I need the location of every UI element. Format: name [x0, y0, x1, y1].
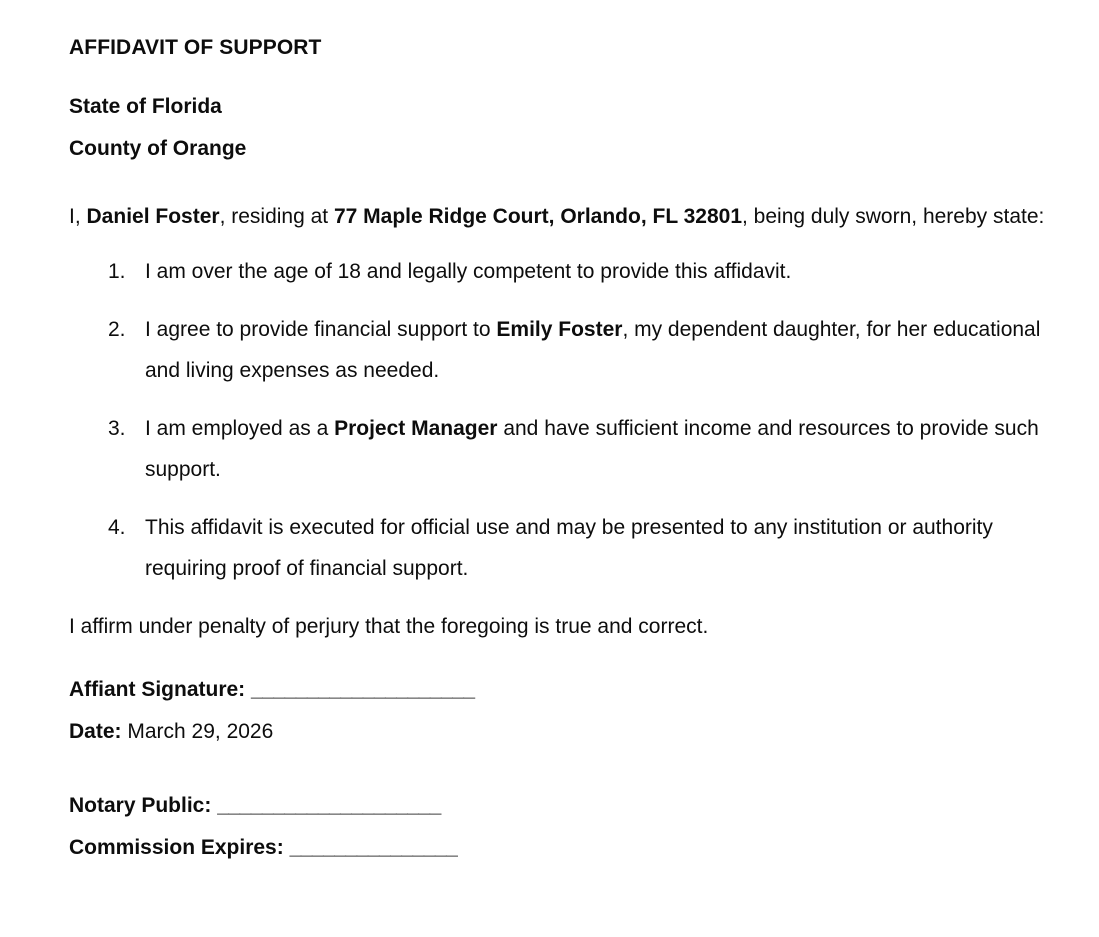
- list-item-text-bold: Emily Foster: [496, 318, 623, 342]
- notary-public-line: [69, 785, 1050, 827]
- commission-expires-label: Commission Expires:: [69, 836, 284, 860]
- commission-expires-line: [69, 827, 1050, 869]
- statement-list: [69, 251, 1050, 589]
- list-item-marker: 3.: [108, 417, 126, 441]
- state-line: State of Florida: [69, 95, 222, 119]
- affiant-signature-line: [69, 669, 1050, 711]
- document-title: AFFIDAVIT OF SUPPORT: [69, 36, 322, 59]
- list-item-marker: 2.: [108, 318, 126, 342]
- intro-suffix: , being duly sworn, hereby state:: [742, 205, 1045, 229]
- signature-block: [69, 669, 1050, 753]
- list-item-text-after: , my dependent daughter, for her educational and living expenses as needed.: [145, 318, 1041, 383]
- list-item-text-after: and have sufficient income and resources to provide such support.: [145, 417, 1039, 482]
- list-item-text-before: This affidavit is executed for official use and may be presented to any institution or authority requiring proof of financial support.: [145, 516, 993, 581]
- date-line: [69, 711, 1050, 753]
- list-item-marker: 1.: [108, 260, 126, 284]
- affiant-signature-label: Affiant Signature:: [69, 678, 246, 702]
- list-item: [69, 507, 1050, 589]
- date-label: Date:: [69, 720, 122, 744]
- list-item-marker: 4.: [108, 516, 126, 540]
- venue-block: [69, 86, 1050, 170]
- commission-expires-blank[interactable]: _______________: [289, 836, 458, 860]
- intro-paragraph: [69, 196, 1050, 237]
- list-item-text-before: I agree to provide financial support to: [145, 318, 497, 342]
- intro-middle: , residing at: [219, 205, 334, 229]
- list-item: [69, 251, 1050, 292]
- county-line: County of Orange: [69, 137, 247, 161]
- list-item: [69, 309, 1050, 391]
- list-item-text-bold: Project Manager: [334, 417, 498, 441]
- notary-block: [69, 785, 1050, 869]
- notary-public-label: Notary Public:: [69, 794, 212, 818]
- affiant-signature-blank[interactable]: ____________________: [251, 678, 475, 702]
- list-item-text-before: I am over the age of 18 and legally competent to provide this affidavit.: [145, 260, 792, 284]
- intro-prefix: I,: [69, 205, 87, 229]
- affiant-address: 77 Maple Ridge Court, Orlando, FL 32801: [333, 205, 743, 229]
- notary-public-blank[interactable]: ____________________: [217, 794, 441, 818]
- list-item: [69, 408, 1050, 490]
- affirmation-paragraph: I affirm under penalty of perjury that the foregoing is true and correct.: [69, 615, 709, 639]
- list-item-text-before: I am employed as a: [145, 417, 335, 441]
- affiant-name: Daniel Foster: [86, 205, 220, 229]
- date-value: March 29, 2026: [127, 720, 274, 744]
